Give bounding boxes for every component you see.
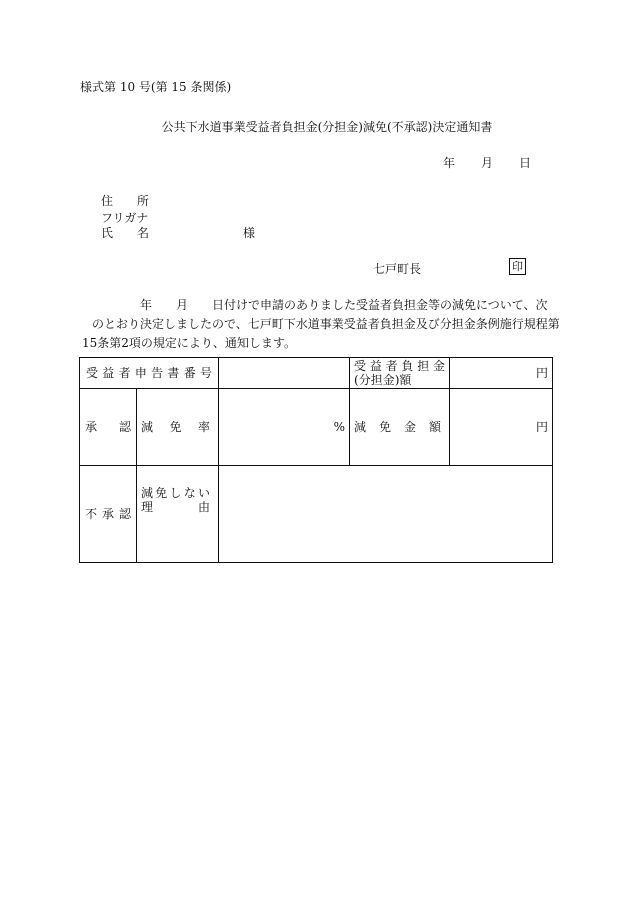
reduction-rate-value <box>219 389 350 466</box>
seal-mark: 印 <box>509 258 526 275</box>
notice-body <box>80 296 560 353</box>
date-month: 月 <box>481 156 494 170</box>
form-number: 様式第 10 号(第 15 条関係) <box>80 80 232 94</box>
date-line <box>443 156 531 170</box>
approval-label: 承 認 <box>80 389 137 466</box>
name-label: 氏 名 <box>101 226 150 240</box>
honorific: 様 <box>243 226 256 240</box>
date-year: 年 <box>443 156 456 170</box>
reduction-amount-value <box>450 389 553 466</box>
table-row <box>80 358 553 389</box>
burden-amount-value <box>450 358 553 389</box>
reason-value <box>219 466 553 563</box>
reduction-amount-label: 減 免 金 額 <box>350 389 450 466</box>
applicant-number-value <box>219 358 350 389</box>
disapproval-label: 不承認 <box>80 466 137 563</box>
burden-amount-label: 受益者負担金 (分担金)額 <box>350 358 450 389</box>
document-title: 公共下水道事業受益者負担金(分担金)減免(不承認)決定通知書 <box>161 120 493 134</box>
percent-unit: % <box>333 420 346 434</box>
body-line: 年 月 日付けで申請のありました受益者負担金等の減免について、次 <box>80 298 548 312</box>
table-row <box>80 466 553 563</box>
address-label: 住 所 <box>101 194 150 208</box>
reduction-rate-label: 減 免 率 <box>137 389 219 466</box>
decision-table <box>79 357 553 563</box>
reason-label: 減免しない 理 由 <box>137 466 219 563</box>
applicant-number-label: 受益者申告書番号 <box>80 358 219 389</box>
furigana-label: フリガナ <box>101 211 149 225</box>
date-day: 日 <box>519 156 532 170</box>
body-line: のとおり決定しましたので、七戸町下水道事業受益者負担金及び分担金条例施行規程第 <box>80 317 560 331</box>
table-row <box>80 389 553 466</box>
body-line: 15条第2項の規定により、通知します。 <box>82 336 296 350</box>
issuer-title: 七戸町長 <box>373 262 422 276</box>
yen-unit: 円 <box>536 420 549 434</box>
yen-unit: 円 <box>536 366 549 380</box>
